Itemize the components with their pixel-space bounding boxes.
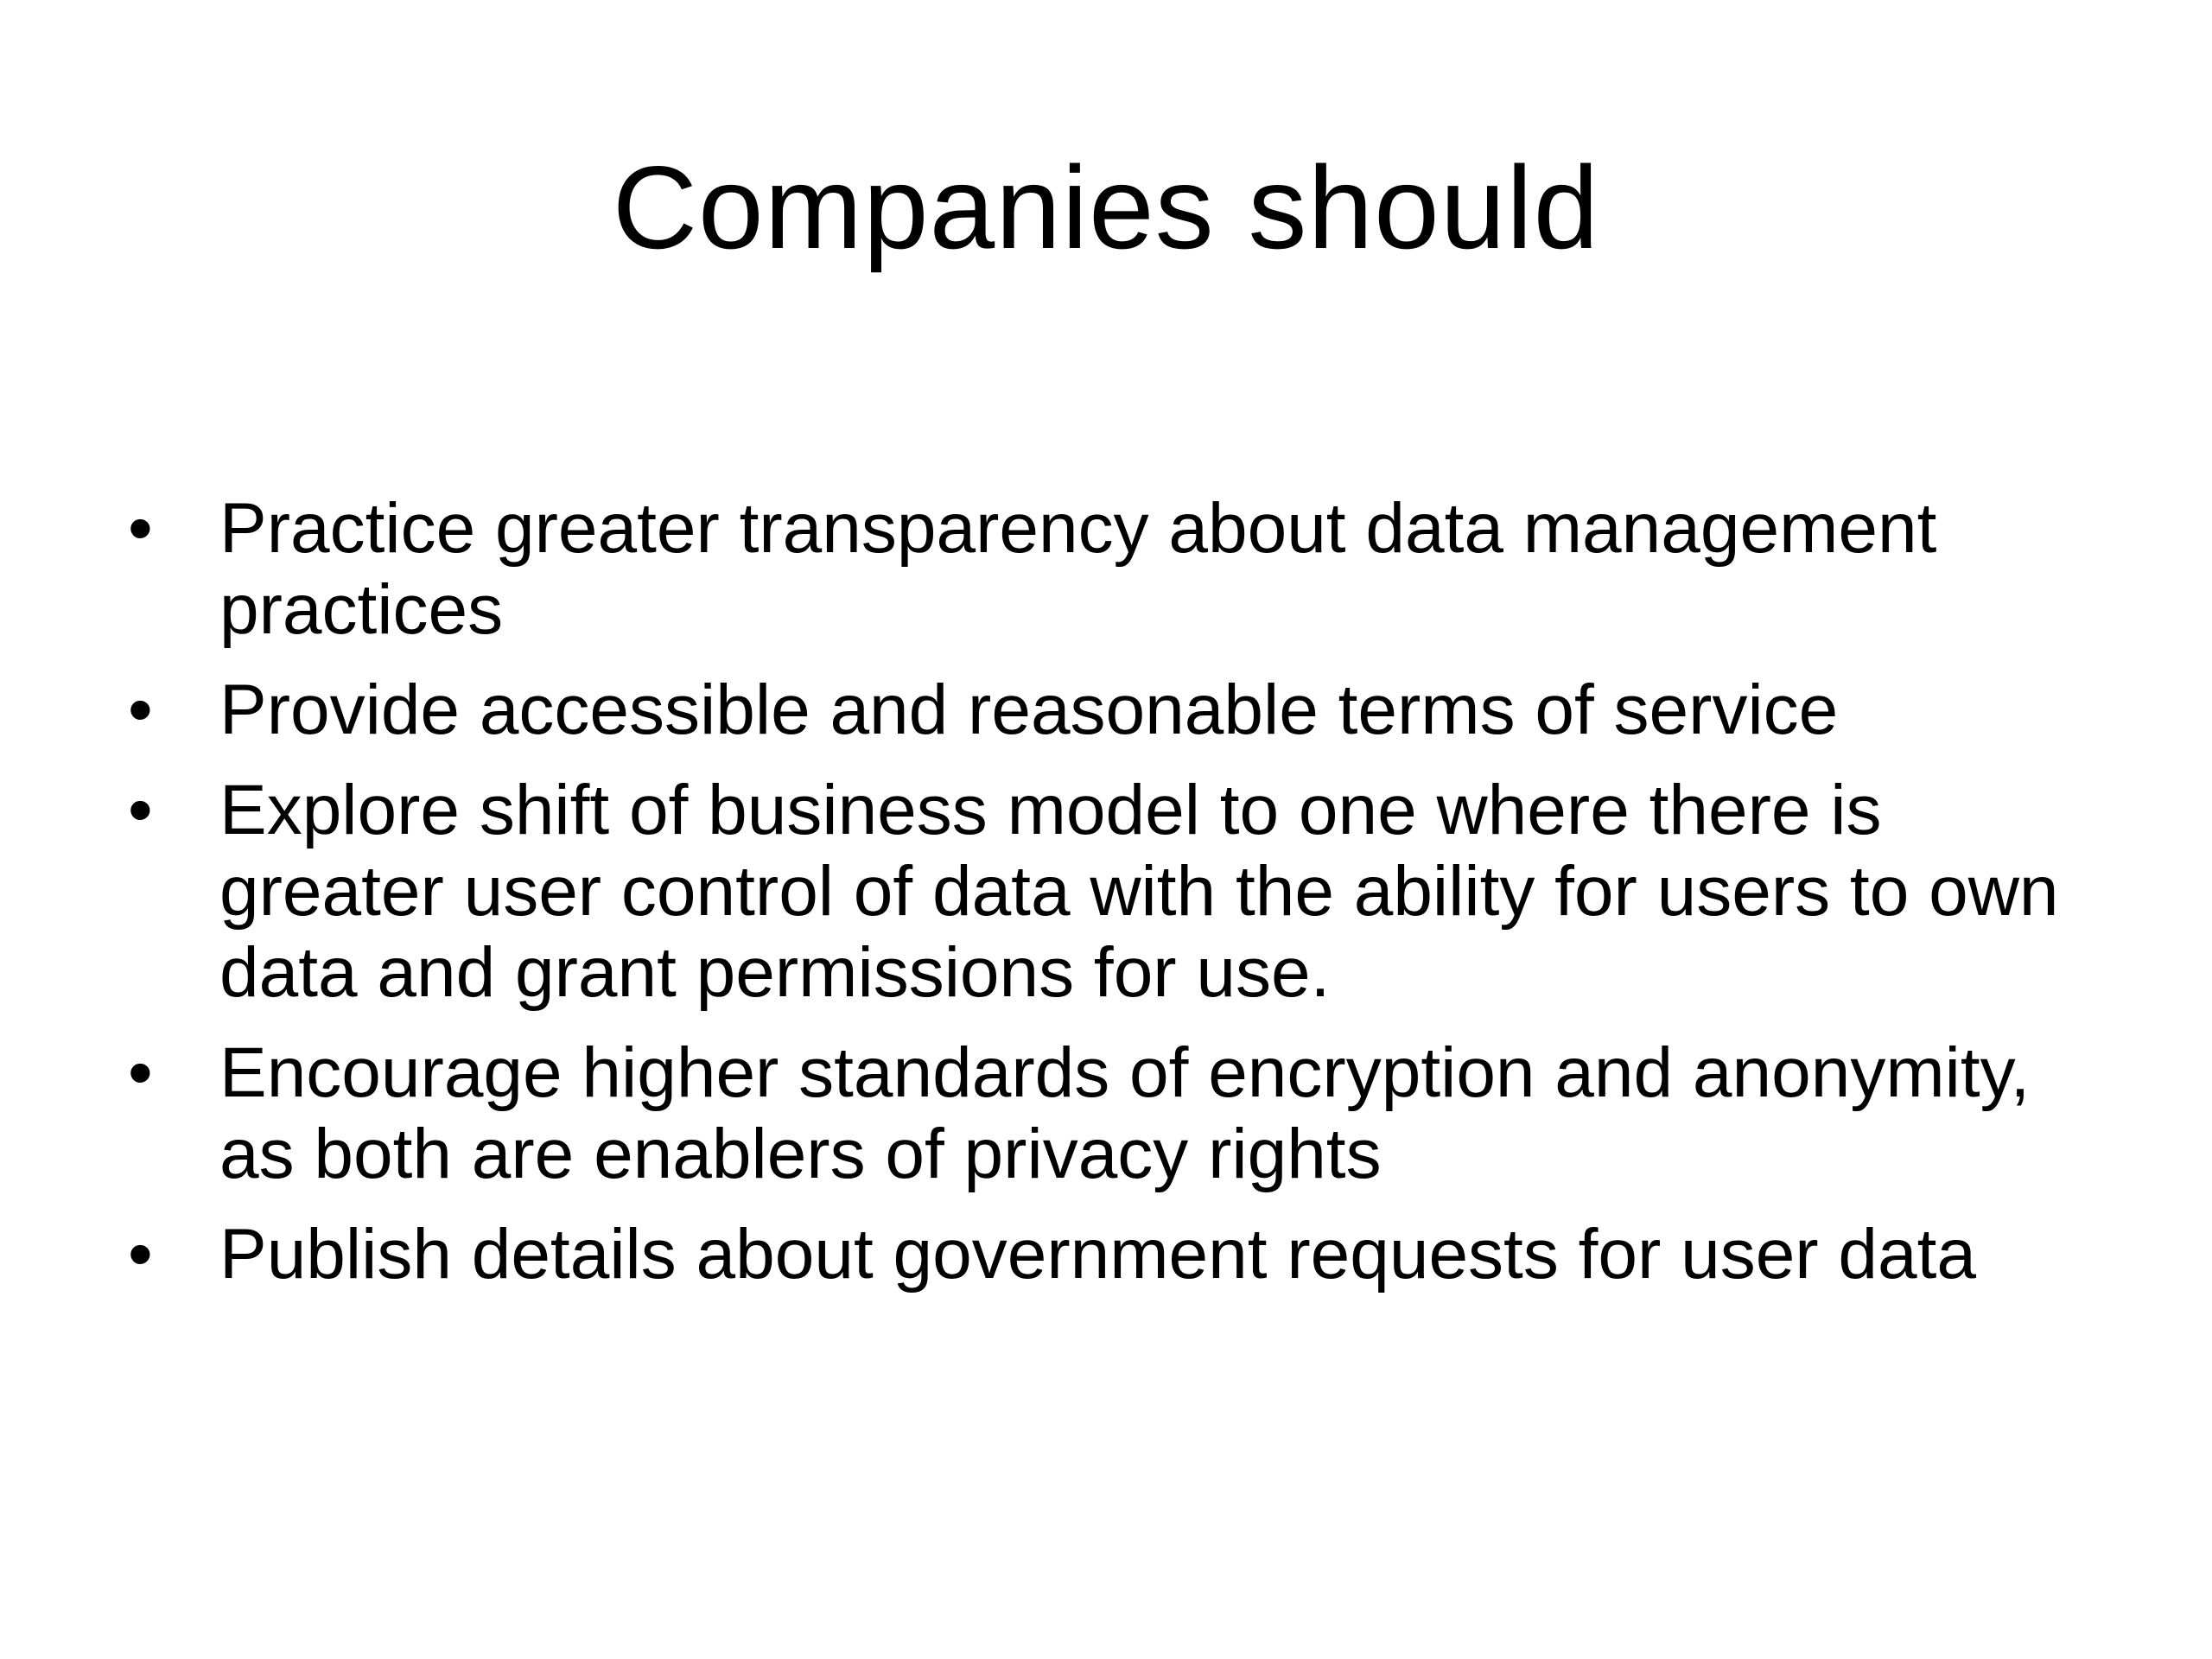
bullet-item-terms-of-service xyxy=(128,670,2115,751)
slide-title: Companies should xyxy=(612,142,1600,273)
bullet-dot-icon: • xyxy=(128,489,153,568)
bullet-dot-icon: • xyxy=(128,771,153,849)
bullet-dot-icon: • xyxy=(128,1033,153,1112)
bullet-item-business-model xyxy=(128,770,2115,1014)
bullet-item-government-requests xyxy=(128,1214,2115,1295)
bullet-dot-icon: • xyxy=(128,671,153,749)
bullet-text: Provide accessible and reasonable terms of service xyxy=(219,671,1839,749)
bullet-dot-icon: • xyxy=(128,1215,153,1294)
bullet-item-transparency xyxy=(128,488,2115,651)
bullet-list xyxy=(128,488,2115,1314)
bullet-text: Explore shift of business model to one where there is greater user control of data with the ability for users to own data and grant permissions for use. xyxy=(219,771,2059,1012)
bullet-text: Encourage higher standards of encryption and anonymity, as both are enablers of privacy rights xyxy=(219,1033,2031,1193)
bullet-text: Publish details about government requests for user data xyxy=(219,1215,1976,1294)
bullet-item-encryption xyxy=(128,1033,2115,1195)
bullet-text: Practice greater transparency about data management practices xyxy=(219,489,1937,649)
